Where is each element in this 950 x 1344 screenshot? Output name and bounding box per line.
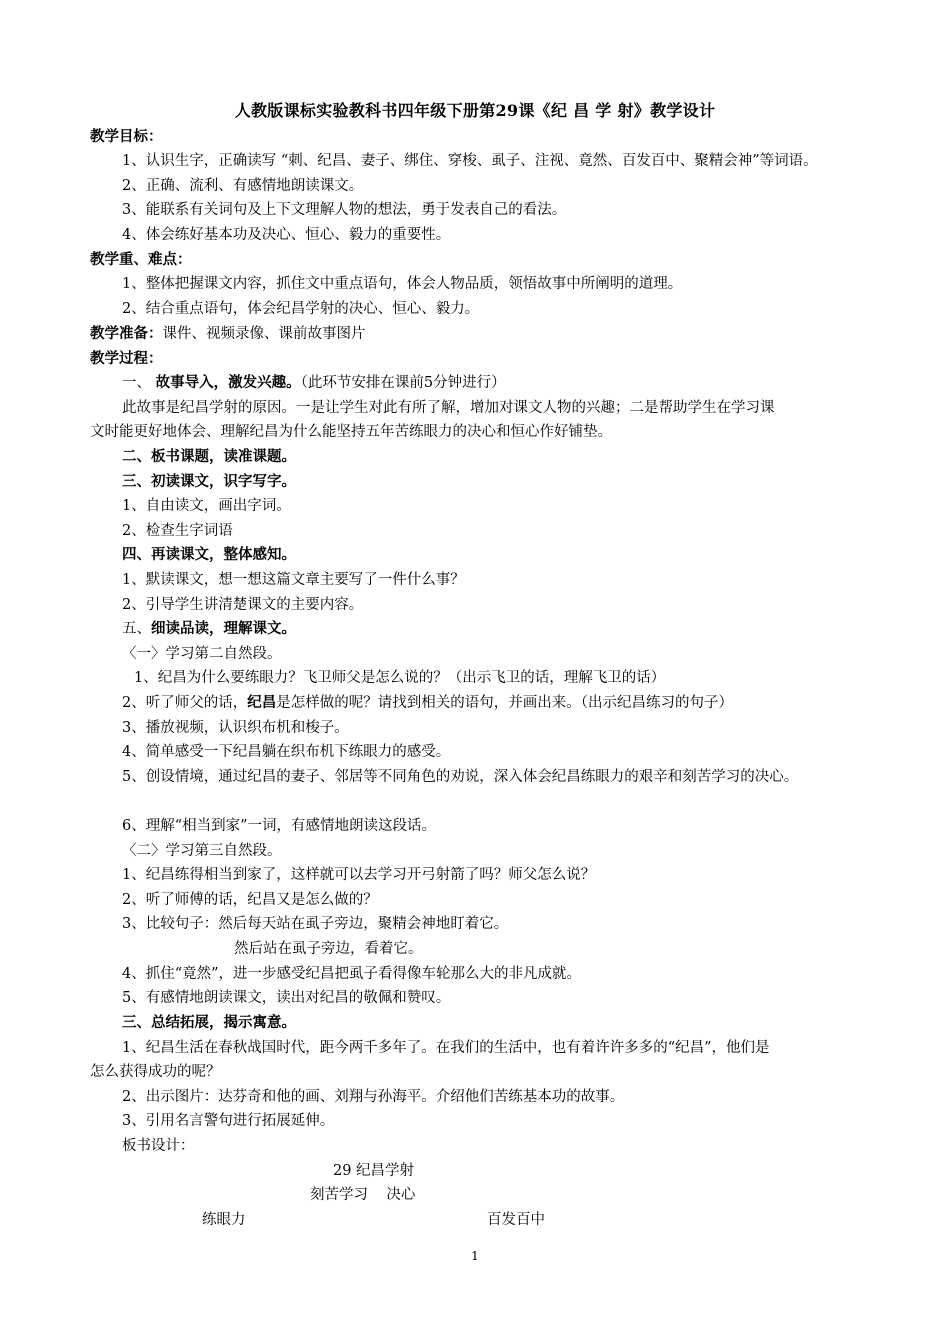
- board-line-2: 刻苦学习 决心: [310, 1187, 416, 1203]
- section-3-item: 1、自由读文，画出字词。: [122, 498, 291, 514]
- section-6-heading: 三、总结拓展，揭示寓意。: [122, 1014, 296, 1031]
- goal-item: 3、能联系有关词句及上下文理解人物的想法，勇于发表自己的看法。: [122, 202, 567, 218]
- section-1-para-line: 此故事是纪昌学射的原因。一是让学生对此有所了解，增加对课文人物的兴趣；二是帮助学生在学习课: [122, 400, 775, 416]
- section-4-item: 1、默读课文，想一想这篇文章主要写了一件什么事？: [122, 572, 465, 588]
- section-1-prefix: 一、: [122, 375, 151, 391]
- paragraph-3-item: 1、纪昌练得相当到家了，这样就可以去学习开弓射箭了吗？师父怎么说？: [122, 867, 596, 883]
- section-2-heading: 二、板书课题，读准课题。: [122, 448, 296, 465]
- paragraph-2-item: 3、播放视频，认识织布机和梭子。: [122, 720, 349, 736]
- section-1-para-line: 文时能更好地体会、理解纪昌为什么能坚持五年苦练眼力的决心和恒心作好铺垫。: [90, 424, 612, 440]
- goal-item: 2、正确、流利、有感情地朗读课文。: [122, 178, 364, 194]
- paragraph-2-heading: 〈一〉学习第二自然段。: [122, 646, 282, 662]
- section-6-item: 怎么获得成功的呢？: [90, 1064, 221, 1080]
- paragraph-2-item: [122, 694, 733, 712]
- keypoints-heading: 教学重、难点：: [90, 251, 192, 268]
- prep-text: 课件、视频录像、课前故事图片: [162, 326, 366, 342]
- paragraph-2-item: 4、简单感受一下纪昌躺在织布机下练眼力的感受。: [122, 744, 451, 760]
- section-1-title: 故事导入，激发兴趣。: [155, 374, 301, 391]
- paragraph-3-item: 3、比较句子：然后每天站在虱子旁边，聚精会神地盯着它。: [122, 916, 509, 932]
- board-right: 百发百中: [487, 1212, 545, 1228]
- section-1-note: （此环节安排在课前5分钟进行）: [300, 375, 506, 391]
- section-5-heading: [122, 620, 296, 638]
- section-4-heading: 四、再读课文，整体感知。: [122, 546, 296, 563]
- paragraph-3-item: 5、有感情地朗读课文，读出对纪昌的敬佩和赞叹。: [122, 990, 451, 1006]
- paragraph-3-item: 2、听了师傅的话，纪昌又是怎么做的？: [122, 892, 378, 908]
- prep-heading: 教学准备：: [90, 325, 163, 342]
- paragraph-2-item-2b: 纪昌: [247, 694, 277, 711]
- paragraph-2-item-2a: 2、听了师父的话，: [122, 695, 248, 711]
- keypoint-item: 1、整体把握课文内容，抓住文中重点语句，体会人物品质，领悟故事中所阐明的道理。: [122, 276, 683, 292]
- section-5-title: 细读品读，理解课文。: [151, 620, 296, 637]
- page-title: 人教版课标实验教科书四年级下册第29课《纪 昌 学 射》教学设计: [234, 101, 716, 120]
- section-6-item: 1、纪昌生活在春秋战国时代，距今两千多年了。在我们的生活中，也有着许许多多的“纪昌”，他们是: [122, 1040, 770, 1056]
- section-1-heading: [122, 374, 506, 392]
- paragraph-3-compare: 然后站在虱子旁边，看着它。: [234, 941, 423, 957]
- paragraph-2-item: 5、创设情境，通过纪昌的妻子、邻居等不同角色的劝说，深入体会纪昌练眼力的艰辛和刻苦学习的决心。: [122, 769, 799, 785]
- paragraph-2-item-2c: 是怎样做的呢？请找到相关的语句，并画出来。（出示纪昌练习的句子）: [276, 695, 733, 711]
- section-5-prefix: 五、: [122, 621, 151, 637]
- board-title: 29 纪昌学射: [333, 1163, 415, 1179]
- paragraph-3-item: 4、抓住“竟然”，进一步感受纪昌把虱子看得像车轮那么大的非凡成就。: [122, 966, 582, 982]
- board-left: 练眼力: [202, 1212, 246, 1228]
- goals-heading: 教学目标：: [90, 128, 163, 145]
- paragraph-2-item: 6、理解“相当到家”一词，有感情地朗读这段话。: [122, 818, 437, 834]
- section-6-item: 2、出示图片：达芬奇和他的画、刘翔与孙海平。介绍他们苦练基本功的故事。: [122, 1089, 625, 1105]
- process-heading: 教学过程：: [90, 350, 163, 367]
- keypoint-item: 2、结合重点语句，体会纪昌学射的决心、恒心、毅力。: [122, 301, 480, 317]
- goal-item: 1、认识生字，正确读写 “刺、纪昌、妻子、绑住、穿梭、虱子、注视、竟然、百发百中、聚精会神”等词语。: [122, 153, 818, 169]
- board-label: 板书设计：: [122, 1138, 195, 1154]
- section-4-item: 2、引导学生讲清楚课文的主要内容。: [122, 597, 364, 613]
- paragraph-2-item: 1、纪昌为什么要练眼力？飞卫师父是怎么说的？（出示飞卫的话，理解飞卫的话）: [134, 670, 666, 686]
- section-3-heading: 三、初读课文，识字写字。: [122, 473, 296, 490]
- paragraph-3-heading: 〈二〉学习第三自然段。: [122, 843, 282, 859]
- section-6-item: 3、引用名言警句进行拓展延伸。: [122, 1113, 335, 1129]
- prep-line: [90, 325, 366, 343]
- goal-item: 4、体会练好基本功及决心、恒心、毅力的重要性。: [122, 227, 451, 243]
- section-3-item: 2、检查生字词语: [122, 523, 233, 539]
- page-number: 1: [471, 1249, 479, 1263]
